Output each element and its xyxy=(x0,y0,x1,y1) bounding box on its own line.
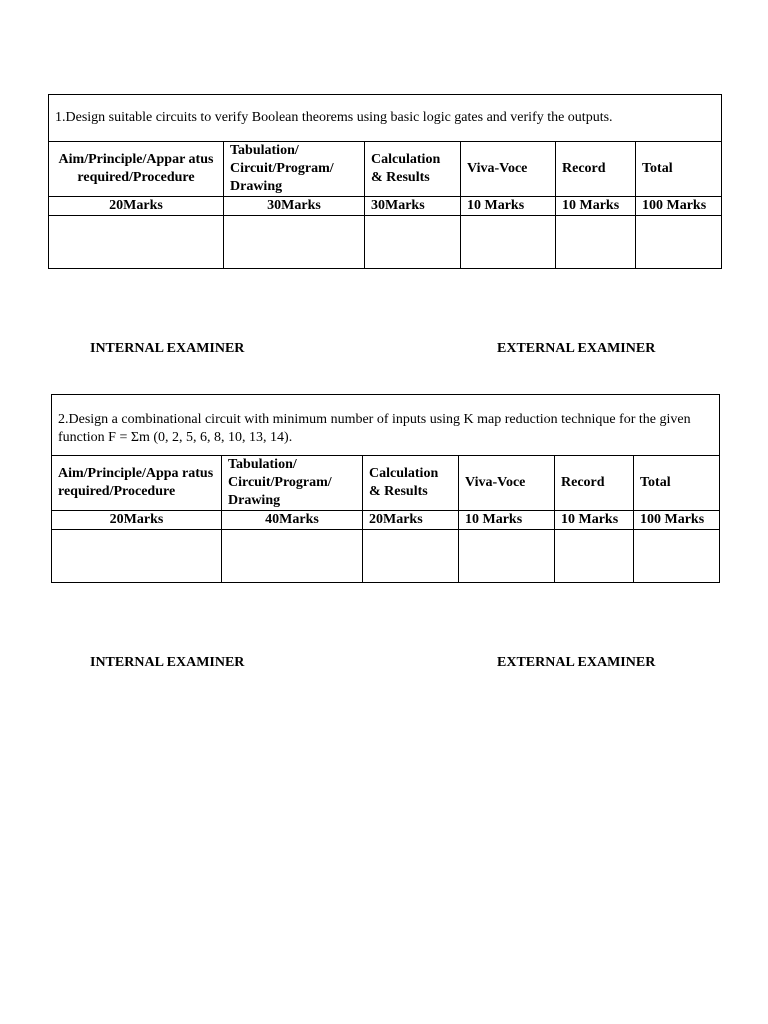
score-cell[interactable] xyxy=(49,216,224,269)
marks-viva-voce: 10 Marks xyxy=(459,511,555,530)
score-cell[interactable] xyxy=(222,530,363,583)
score-cell[interactable] xyxy=(555,530,634,583)
header-viva-voce: Viva-Voce xyxy=(461,142,556,197)
score-cell[interactable] xyxy=(52,530,222,583)
marks-aim: 20Marks xyxy=(52,511,222,530)
header-tabulation: Tabulation/ Circuit/Program/ Drawing xyxy=(224,142,365,197)
internal-examiner-label: INTERNAL EXAMINER xyxy=(90,655,245,670)
score-cell[interactable] xyxy=(556,216,636,269)
external-examiner-label: EXTERNAL EXAMINER xyxy=(497,341,656,356)
header-tabulation: Tabulation/ Circuit/Program/ Drawing xyxy=(222,456,363,511)
marks-record: 10 Marks xyxy=(556,197,636,216)
internal-examiner-label: INTERNAL EXAMINER xyxy=(90,341,245,356)
score-cell[interactable] xyxy=(363,530,459,583)
question-2-text: 2.Design a combinational circuit with minimum number of inputs using K map reduction technique for the given function F = Σm (0, 2, 5, 6, 8, 10, 13, 14). xyxy=(52,395,720,456)
score-cell[interactable] xyxy=(365,216,461,269)
marks-table-1 xyxy=(48,94,722,269)
marks-viva-voce: 10 Marks xyxy=(461,197,556,216)
marks-tabulation: 30Marks xyxy=(224,197,365,216)
marks-calculation: 30Marks xyxy=(365,197,461,216)
header-calculation: Calculation & Results xyxy=(363,456,459,511)
header-total: Total xyxy=(634,456,720,511)
marks-calculation: 20Marks xyxy=(363,511,459,530)
marks-record: 10 Marks xyxy=(555,511,634,530)
header-total: Total xyxy=(636,142,722,197)
score-cell[interactable] xyxy=(224,216,365,269)
marks-total: 100 Marks xyxy=(636,197,722,216)
header-calculation: Calculation & Results xyxy=(365,142,461,197)
marks-total: 100 Marks xyxy=(634,511,720,530)
question-2-block xyxy=(51,394,719,583)
question-1-block xyxy=(48,94,721,269)
header-viva-voce: Viva-Voce xyxy=(459,456,555,511)
header-aim: Aim/Principle/Appar atus required/Procedure xyxy=(49,142,224,197)
external-examiner-label: EXTERNAL EXAMINER xyxy=(497,655,656,670)
marks-tabulation: 40Marks xyxy=(222,511,363,530)
marks-table-2 xyxy=(51,394,720,583)
score-cell[interactable] xyxy=(634,530,720,583)
header-record: Record xyxy=(555,456,634,511)
score-cell[interactable] xyxy=(461,216,556,269)
header-aim: Aim/Principle/Appa ratus required/Procedure xyxy=(52,456,222,511)
marks-aim: 20Marks xyxy=(49,197,224,216)
header-record: Record xyxy=(556,142,636,197)
score-cell[interactable] xyxy=(636,216,722,269)
question-1-text: 1.Design suitable circuits to verify Boolean theorems using basic logic gates and verify the outputs. xyxy=(49,95,722,142)
score-cell[interactable] xyxy=(459,530,555,583)
